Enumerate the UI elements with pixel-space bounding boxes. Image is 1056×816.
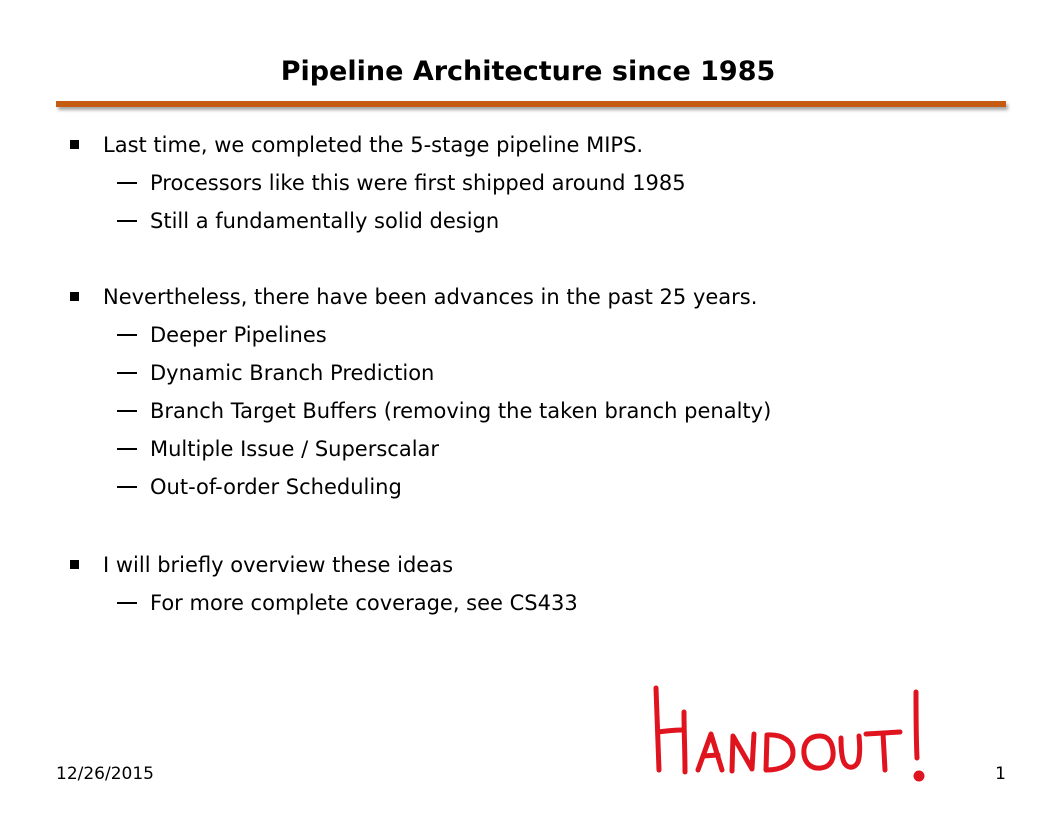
footer-date: 12/26/2015: [56, 764, 154, 784]
bullet-marker: [70, 560, 79, 569]
dash-marker: [117, 182, 137, 184]
sub-item: Multiple Issue / Superscalar: [150, 437, 440, 461]
dash-marker: [117, 448, 137, 450]
dash-marker: [117, 410, 137, 412]
bullet-item: Nevertheless, there have been advances in the past 25 years.: [103, 285, 758, 309]
slide-title: Pipeline Architecture since 1985: [280, 56, 776, 87]
sub-item: Dynamic Branch Prediction: [150, 361, 435, 385]
sub-item: For more complete coverage, see CS433: [150, 591, 578, 615]
dash-marker: [117, 486, 137, 488]
bullet-marker: [70, 140, 79, 149]
dash-marker: [117, 372, 137, 374]
dash-marker: [117, 334, 137, 336]
bullet-item: Last time, we completed the 5-stage pipeline MIPS.: [103, 133, 644, 157]
dash-marker: [117, 602, 137, 604]
page-number: 1: [995, 764, 1006, 784]
sub-item: Out-of-order Scheduling: [150, 475, 402, 499]
title-divider: [56, 101, 1006, 107]
handwritten-handout-annotation: [640, 672, 940, 788]
sub-item: Branch Target Buffers (removing the taken branch penalty): [150, 399, 772, 423]
dash-marker: [117, 220, 137, 222]
sub-item: Still a fundamentally solid design: [150, 209, 500, 233]
sub-item: Deeper Pipelines: [150, 323, 327, 347]
bullet-item: I will briefly overview these ideas: [103, 553, 454, 577]
bullet-marker: [70, 292, 79, 301]
sub-item: Processors like this were first shipped around 1985: [150, 171, 686, 195]
